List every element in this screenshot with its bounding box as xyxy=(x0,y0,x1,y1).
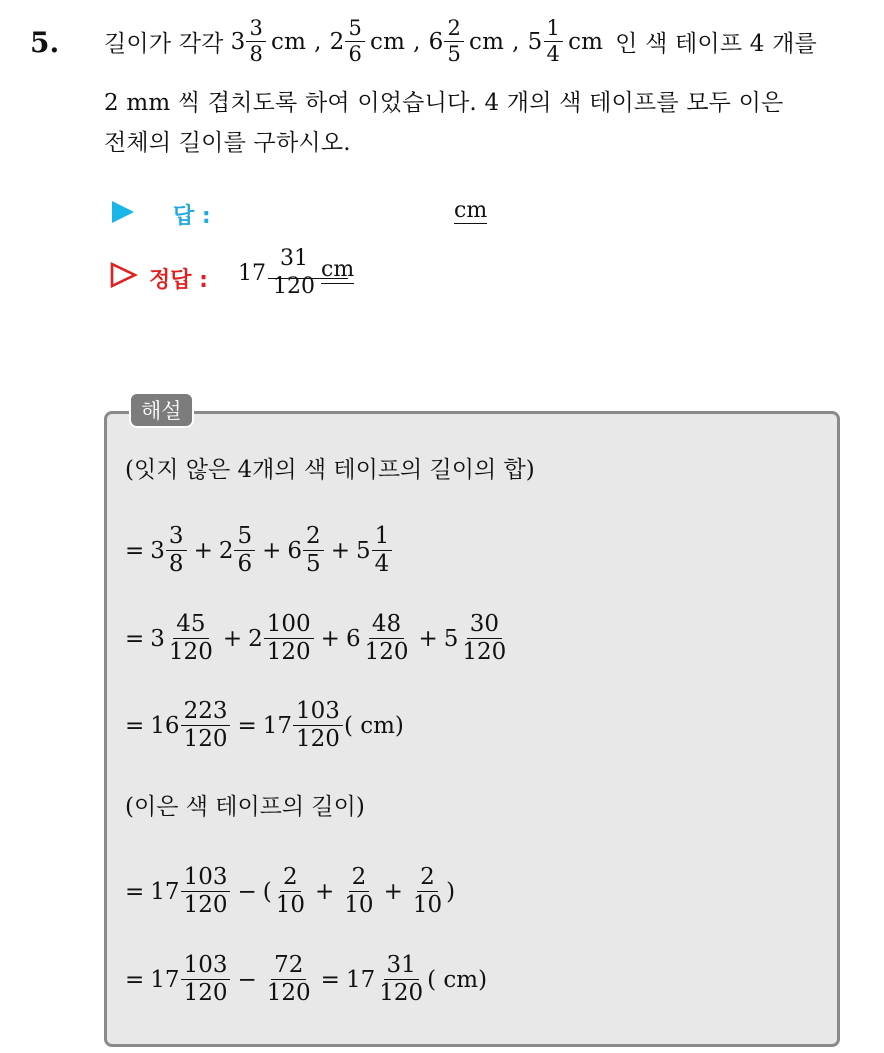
solution-equation-3: = 16 $\frac{223}{120}$ = 17 $\frac{103}{120}$ ( cm) xyxy=(125,698,404,752)
question-line-1: 길이가 각각 3 $\frac{3}{8}$ cm , 2 $\frac{5}{6}$ cm , 6 $\frac{2}{5}$ cm , 5 $\frac{1}{4}$ cm 인 색 테이프 4 개를 xyxy=(104,16,817,66)
question-intro: 길이가 각각 xyxy=(104,31,224,57)
length-4-whole: 5 xyxy=(527,28,543,55)
length-1-fraction: $\frac{3}{8}$ xyxy=(246,18,266,65)
length-2-fraction: $\frac{5}{6}$ xyxy=(345,18,365,65)
solution-equation-1: = 3 $\frac{3}{8}$ + 2 $\frac{5}{6}$ + 6 $\frac{2}{5}$ + 5 $\frac{1}{4}$ xyxy=(125,525,393,576)
solution-tag: 해설 xyxy=(129,392,194,428)
solution-equation-4: = 17 $\frac{103}{120}$ − ( $\frac{2}{10}$ + $\frac{2}{10}$ + $\frac{2}{10}$ ) xyxy=(125,864,456,918)
correct-answer-value: 17 31 120 cm xyxy=(238,246,355,299)
length-4-fraction: $\frac{1}{4}$ xyxy=(544,18,564,65)
question-tail: 인 색 테이프 4 개를 xyxy=(615,31,817,57)
question-number: 5. xyxy=(30,26,60,59)
outline-arrow-icon xyxy=(110,262,138,292)
solution-equation-2: = 3 $\frac{45}{120}$ + 2 $\frac{100}{120}$ + 6 $\frac{48}{120}$ + 5 $\frac{30}{120}$ xyxy=(125,611,507,665)
solution-equation-5: = 17 $\frac{103}{120}$ − $\frac{72}{120}$ = 17 $\frac{31}{120}$ ( cm) xyxy=(125,952,488,1006)
solution-heading-1: (잇지 않은 4개의 색 테이프의 길이의 합) xyxy=(125,457,535,483)
play-arrow-icon xyxy=(112,201,134,223)
answer-unit: cm xyxy=(454,198,488,223)
correct-answer-fraction-bar xyxy=(268,278,348,279)
question-line-2: 2 mm 씩 겹치도록 하여 이었습니다. 4 개의 색 테이프를 모두 이은 xyxy=(104,90,784,116)
unit: cm xyxy=(271,28,307,55)
answer-label: 답 : xyxy=(173,204,211,229)
length-1-whole: 3 xyxy=(230,28,246,55)
length-2-whole: 2 xyxy=(329,28,345,55)
correct-answer-label: 정답 : xyxy=(149,268,208,293)
solution-heading-2: (이은 색 테이프의 길이) xyxy=(125,794,365,820)
length-3-fraction: $\frac{2}{5}$ xyxy=(444,18,464,65)
question-line-3: 전체의 길이를 구하시오. xyxy=(104,130,351,156)
length-3-whole: 6 xyxy=(428,28,444,55)
